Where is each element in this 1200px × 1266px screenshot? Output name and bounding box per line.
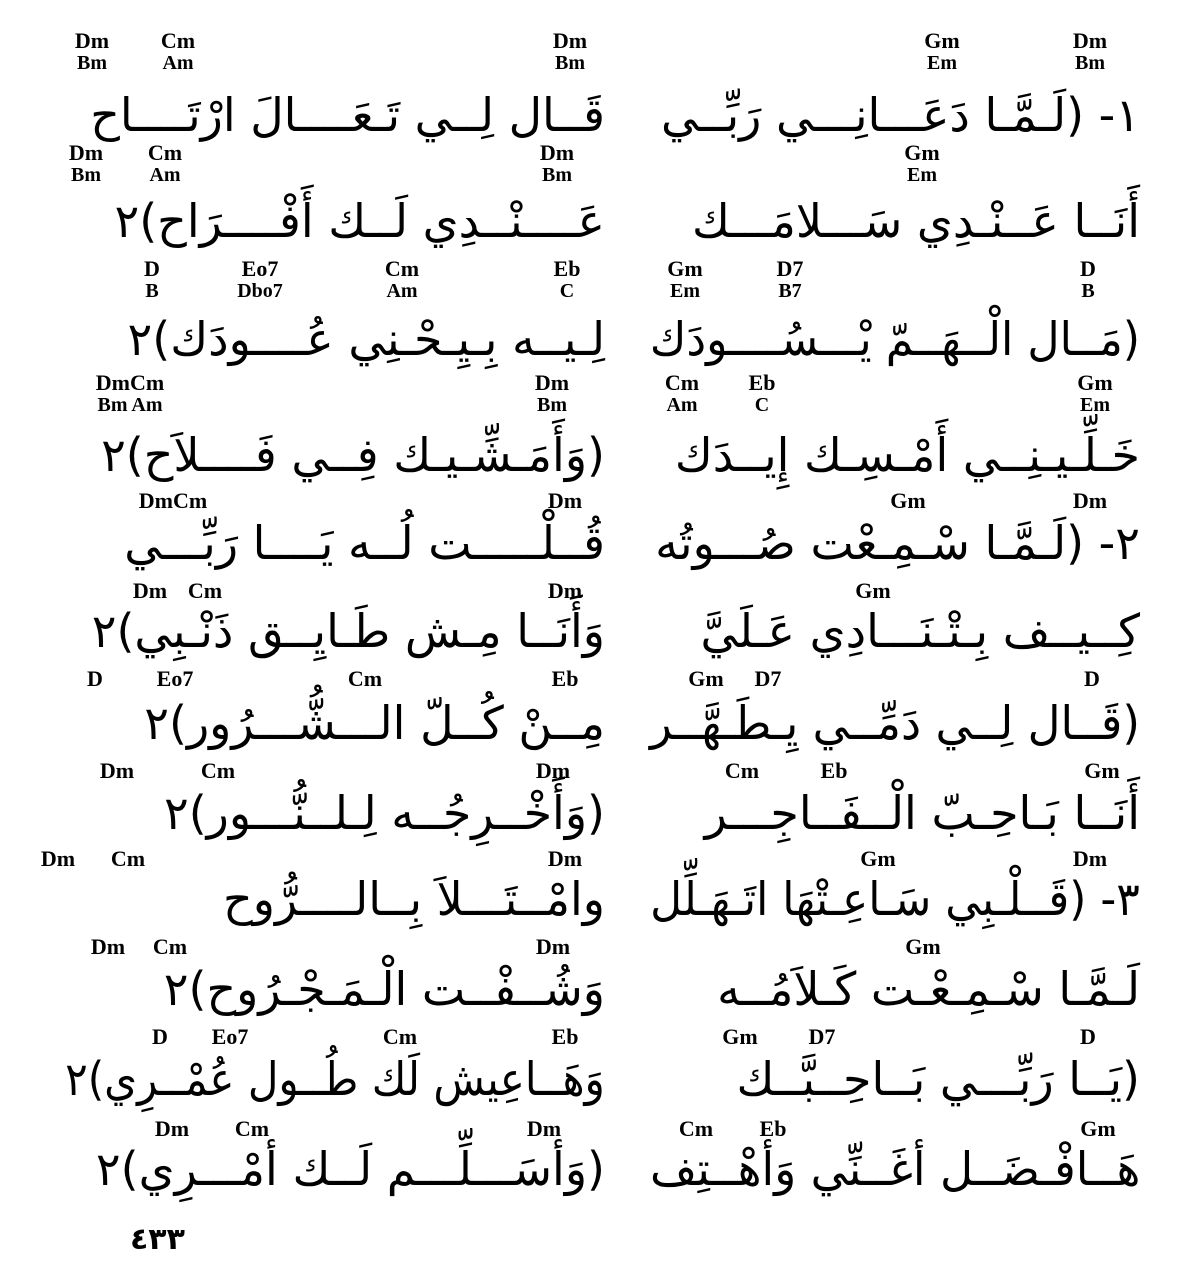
chord-alt-name: C [559,280,575,302]
lyric-left: قُــلْـــــت لُــه يَــــا رَبِّـــي [124,516,605,570]
chord [525,580,605,602]
chord [125,142,205,185]
lyric-left: (وَأَخْــرِجُــه لِـلــنُّـــور)٢ [163,786,605,840]
chord-name: Cm [147,140,183,165]
chord-alt-name: Bm [71,164,101,186]
chord [132,1118,212,1140]
lyric-right: ١- (لَـمَّـا دَعَـــانِـــي رَبِّــي [661,88,1140,142]
chord-name: Dm [40,846,76,871]
chord-name: D7 [776,256,804,281]
chord-name: Cm [160,28,196,53]
chord-name: Cm [382,1024,418,1049]
page-number: ٤٣٣ [130,1222,185,1257]
lyric-right: ٢- (لَـمَّـا سْـمِـعْت صُـــوتُه [655,516,1140,570]
chord-alt-name: B [1081,280,1095,302]
chord-name: Dm [535,934,571,959]
lyric-right: كِــيــف بِـتْـنَـــادِي عَـلَيَّ [700,604,1140,658]
chord-alt-name: Am [666,394,698,416]
chord [138,30,218,73]
lyric-right: خَـلِّـيـنِــي أَمْـسِـك إِيــدَك [674,428,1140,482]
chord-alt-name: Bm [537,394,567,416]
lyric-right: لَـمَّـا سْـمِـعْـت كَـلاَمُــه [717,962,1140,1016]
lyric-left: مِــنْ كُــلّ الـــشُّـــرُور)٢ [144,696,605,750]
chord-name: Gm [722,1024,758,1049]
chord-name: D [1080,256,1096,281]
chord [212,1118,292,1140]
chord-name: Eo7 [211,1024,249,1049]
chord [120,1026,200,1048]
chord-name: Cm [678,1116,714,1141]
chord [1058,1118,1138,1140]
lyric-left: وَشُــفْــت الْـمَـجْـرُوح)٢ [163,962,605,1016]
chord-name: Dm [90,934,126,959]
lyric-right: ٣- (قَــلْـبِي سَـاعِـتْهَا اتَـهَـلِّل [650,872,1140,926]
chord [77,760,157,782]
chord-alt-name: C [754,394,770,416]
chord-name: Dm [547,578,583,603]
chord [782,1026,862,1048]
chord-name: Eb [759,1116,787,1141]
lyric-right: (قَــال لِــي دَمِّــي يِـطَـهَّــر [650,696,1140,750]
lyric-left: (وَأَمَـشِّـيـك فِــي فَــــلاَح)٢ [101,428,605,482]
chord-name: Eb [748,370,776,395]
lyric-right: (يَــا رَبِّـــي بَــاحِــبَّــك [736,1052,1140,1106]
chord [513,936,593,958]
chord-name: Gm [667,256,703,281]
chord-name: Eb [553,256,581,281]
chord-alt-name: Bm [555,52,585,74]
chord-name: Gm [1080,1116,1116,1141]
chord-name: Dm [526,1116,562,1141]
chord [88,848,168,870]
chord-name: D [144,256,160,281]
chord-name: Gm [688,666,724,691]
chord [135,668,215,690]
chord [504,1118,584,1140]
chord [52,30,132,73]
chord [46,142,126,185]
chord-alt-name: Am [162,52,194,74]
chord-name: Dm [552,28,588,53]
chord-alt-name: Bm [542,164,572,186]
chord-name: Cm [234,1116,270,1141]
chord [130,936,210,958]
chord-name: Cm [347,666,383,691]
chord [190,1026,270,1048]
chord-name: Eo7 [156,666,194,691]
chord [220,258,300,301]
chord-name: Dm [154,1116,190,1141]
chord-name: DmCm [138,488,208,513]
chord-alt-name: Am [386,280,418,302]
chord [794,760,874,782]
chord-alt-name: Dbo7 [237,280,283,302]
chord [55,668,135,690]
lyric-left: قَــال لِــي تَـعَــــالَ ارْتَــــاح [90,88,605,142]
chord-name: Gm [904,140,940,165]
chord [868,490,948,512]
chord-alt-name: Em [1080,394,1110,416]
chord [750,258,830,301]
chord-name: Dm [539,140,575,165]
chord-name: Gm [855,578,891,603]
chord-name: Cm [664,370,700,395]
lyric-left: وَأَنَــا مِـش طَـايِــق ذَنْـبِي)٢ [91,604,605,658]
chord [525,668,605,690]
chord [883,936,963,958]
chord [642,372,722,415]
chord-name: Cm [724,758,760,783]
chord-name: Gm [890,488,926,513]
chord-name: Dm [547,488,583,513]
chord [360,1026,440,1048]
chord-alt-name: Bm Am [97,394,163,416]
chord [178,760,258,782]
chord-name: Cm [152,934,188,959]
chord [728,668,808,690]
chord [512,372,592,415]
chord [902,30,982,73]
chord-name: Cm [187,578,223,603]
chord [90,372,170,415]
chord-name: Eb [820,758,848,783]
lyric-right: أَنَــا بَـاحِـبّ الْــفَــاجِـــر [704,786,1140,840]
chord [1050,848,1130,870]
chord [530,30,610,73]
chord [1062,760,1142,782]
chord [882,142,962,185]
chord-name: Dm [534,370,570,395]
chord-name: DmCm [95,370,165,395]
chord [700,1026,780,1048]
chord-name: Dm [99,758,135,783]
chord [525,490,605,512]
chord-alt-name: Bm [1075,52,1105,74]
chord [133,490,213,512]
chord-name: Gm [1077,370,1113,395]
chord-name: Dm [1072,28,1108,53]
chord [645,258,725,301]
chord-name: Dm [1072,488,1108,513]
chord-name: Eb [551,1024,579,1049]
lyric-left: عَــــنْــدِي لَــك أَفْــــرَاح)٢ [114,194,605,248]
lyric-left: وَهَــاعِيش لَك طُــول عُمْــرِي)٢ [65,1052,605,1106]
chord [1055,372,1135,415]
chord [513,760,593,782]
chord-alt-name: Em [907,164,937,186]
chord-name: Gm [860,846,896,871]
chord-alt-name: Em [670,280,700,302]
chord [517,142,597,185]
chord-name: D [87,666,103,691]
chord-name: Dm [535,758,571,783]
chord [656,1118,736,1140]
chord-name: Dm [547,846,583,871]
chord [525,848,605,870]
lyric-right: هَــافْـضَــل أغَــنِّي وَأهْــتِف [649,1142,1140,1196]
chord-name: Dm [74,28,110,53]
chord [165,580,245,602]
chord-alt-name: Bm [77,52,107,74]
chord-name: Eb [551,666,579,691]
chord-name: Cm [110,846,146,871]
chord-name: D7 [808,1024,836,1049]
lyric-right: (مَــال الْــهَــمّ يْـــسُــــودَك [649,312,1140,366]
chord-name: Dm [1072,846,1108,871]
chord-alt-name: Am [149,164,181,186]
chord-alt-name: B [145,280,159,302]
chord [525,1026,605,1048]
lyric-left: (وَأسَـــلِّـــم لَــك أمْـــرِي)٢ [95,1142,605,1196]
chord [18,848,98,870]
chord-alt-name: B7 [778,280,802,302]
chord [733,1118,813,1140]
chord-name: Dm [68,140,104,165]
chord-name: Eo7 [241,256,279,281]
chord-name: Dm [132,578,168,603]
lyric-left: وامْــتَـــلاَ بِــالــــرُّوح [223,872,605,926]
chord [362,258,442,301]
chord-name: Gm [924,28,960,53]
chord-name: D [1080,1024,1096,1049]
chord-name: D [1084,666,1100,691]
lyric-left: لِـيــه بِـيِـحْـنِي عُــــودَك)٢ [127,312,605,366]
chord [1050,30,1130,73]
chord-name: Cm [200,758,236,783]
chord [527,258,607,301]
chord [838,848,918,870]
chord [1050,490,1130,512]
chord [702,760,782,782]
chord-name: Gm [905,934,941,959]
chord [833,580,913,602]
chord [1048,1026,1128,1048]
chord [1052,668,1132,690]
lyric-right: أَنَــا عَــنْـدِي سَـــلامَـــك [692,194,1140,248]
chord [112,258,192,301]
chord-name: D7 [754,666,782,691]
chord-name: D [152,1024,168,1049]
chord-alt-name: Em [927,52,957,74]
chord [722,372,802,415]
chord-name: Cm [384,256,420,281]
chord [325,668,405,690]
chord-name: Gm [1084,758,1120,783]
chord [1048,258,1128,301]
